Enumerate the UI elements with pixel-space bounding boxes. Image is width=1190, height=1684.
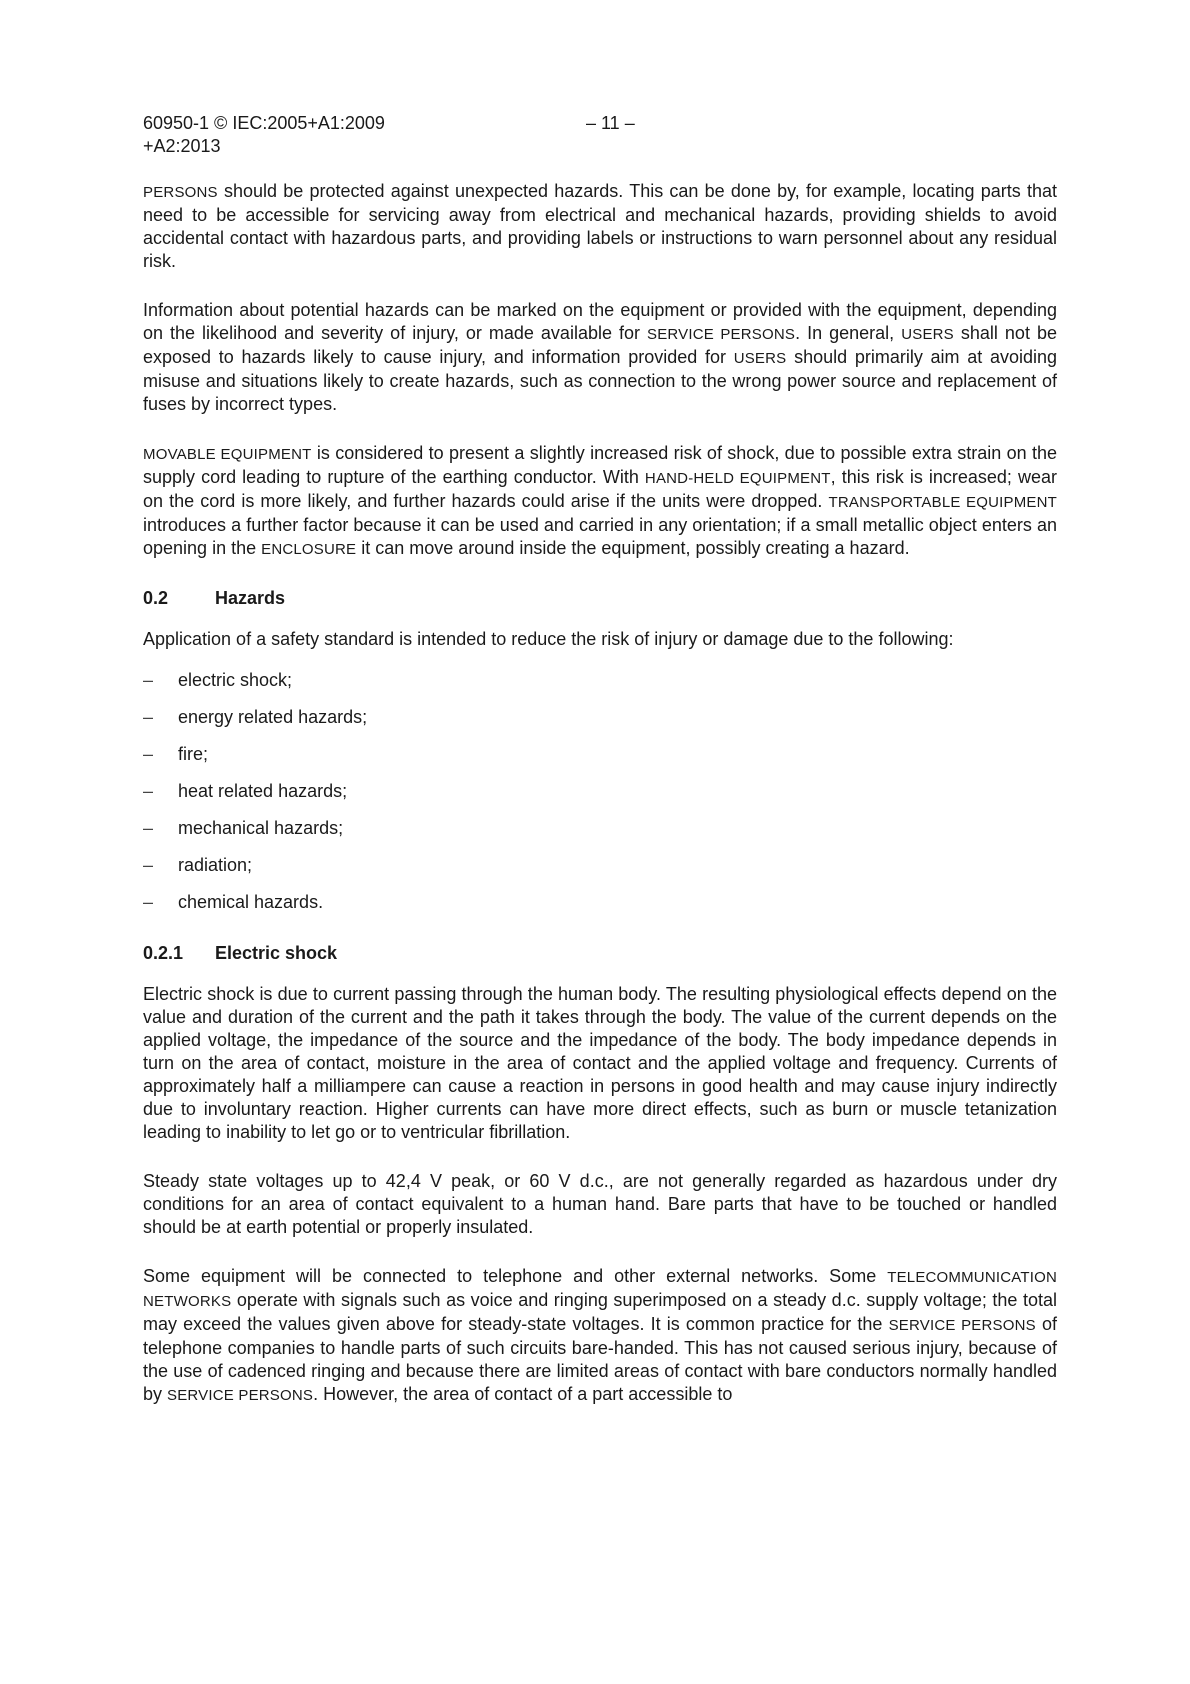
paragraph-safety-standard: Application of a safety standard is intended to reduce the risk of injury or damage due to the following:: [143, 629, 954, 649]
paragraph-telecommunication-networks: Some equipment will be connected to telephone and other external networks. Some TELECOMMUNICATION NETWORKS operate with signals such as voice and ringing superimposed on a steady d.c. supply voltage; the total may exceed the values given above for steady-state voltages. It is common practice for the SERVICE PERSONS of telephone companies to handle parts of such circuits bare-handed. This has not caused serious injury, because of the use of cadenced ringing and because there are limited areas of contact with bare conductors normally handled by SERVICE PERSONS. However, the area of contact of a part accessible to: [143, 1266, 1057, 1404]
defined-term: SERVICE PERSONS: [888, 1317, 1036, 1334]
section-number: 0.2: [143, 588, 169, 608]
dash-bullet: –: [143, 707, 154, 727]
dash-bullet: –: [143, 744, 154, 764]
list-item: – electric shock;: [143, 670, 293, 690]
section-heading-0-2-1: [143, 942, 1057, 965]
dash-bullet: –: [143, 670, 154, 690]
defined-term: USERS: [901, 326, 954, 343]
paragraph-persons-protection: PERSONS should be protected against unexpected hazards. This can be done by, for example, locating parts that need to be accessible for servicing away from electrical and mechanical hazards, providing shields to avoid accidental contact with hazardous parts, and providing labels or instructions to warn personnel about any residual risk.: [143, 181, 1057, 271]
section-number: 0.2.1: [143, 943, 184, 963]
list-item: – mechanical hazards;: [143, 818, 344, 838]
paragraph-hazard-information: Information about potential hazards can be marked on the equipment or provided with the equipment, depending on the likelihood and severity of injury, or made available for SERVICE PERSONS. In general, USERS shall not be exposed to hazards likely to cause injury, and information provided for USERS should primarily aim at avoiding misuse and situations likely to create hazards, such as connection to the wrong power source and replacement of fuses by incorrect types.: [143, 300, 1057, 414]
standard-reference-line1: 60950-1 © IEC:2005+A1:2009: [143, 113, 385, 133]
defined-term: PERSONS: [143, 184, 218, 201]
dash-bullet: –: [143, 818, 154, 838]
paragraph-electric-shock: Electric shock is due to current passing through the human body. The resulting physiological effects depend on the value and duration of the current and the path it takes through the body. The value of the current depends on the applied voltage, the impedance of the source and the impedance of the body. The body impedance depends in turn on the area of contact, moisture in the area of contact and the applied voltage and frequency. Currents of approximately half a milliampere can cause a reaction in persons in good health and may cause injury indirectly due to involuntary reaction. Higher currents can have more direct effects, such as burn or muscle tetanization leading to inability to let go or to ventricular fibrillation.: [143, 984, 1057, 1142]
defined-term: TELECOMMUNICATION NETWORKS: [143, 1269, 1057, 1310]
defined-term: SERVICE PERSONS: [167, 1387, 314, 1404]
defined-term: TRANSPORTABLE EQUIPMENT: [828, 494, 1057, 511]
list-item: – heat related hazards;: [143, 781, 348, 801]
hazards-list: [143, 669, 1057, 914]
list-item: – fire;: [143, 744, 209, 764]
standard-reference: [143, 112, 385, 158]
defined-term: MOVABLE EQUIPMENT: [143, 446, 312, 463]
page-number: – 11 –: [586, 113, 635, 133]
page-header: [143, 112, 1057, 160]
defined-term: USERS: [733, 350, 787, 367]
document-page: [143, 112, 1057, 1407]
paragraph-steady-state-voltages: Steady state voltages up to 42,4 V peak, or 60 V d.c., are not generally regarded as hazardous under dry conditions for an area of contact equivalent to a human hand. Bare parts that have to be touched or handled should be at earth potential or properly insulated.: [143, 1171, 1057, 1237]
dash-bullet: –: [143, 855, 154, 875]
defined-term: HAND-HELD EQUIPMENT: [644, 470, 831, 487]
list-item: – energy related hazards;: [143, 707, 368, 727]
section-heading-0-2: [143, 587, 1057, 610]
section-title: Electric shock: [215, 943, 338, 963]
dash-bullet: –: [143, 892, 154, 912]
paragraph-movable-equipment: MOVABLE EQUIPMENT is considered to present a slightly increased risk of shock, due to possible extra strain on the supply cord leading to rupture of the earthing conductor. With HAND-HELD EQUIPMENT, this risk is increased; wear on the cord is more likely, and further hazards could arise if the units were dropped. TRANSPORTABLE EQUIPMENT introduces a further factor because it can be used and carried in any orientation; if a small metallic object enters an opening in the ENCLOSURE it can move around inside the equipment, possibly creating a hazard.: [143, 443, 1057, 558]
list-item: – chemical hazards.: [143, 892, 324, 912]
section-title: Hazards: [215, 588, 286, 608]
standard-reference-line2: +A2:2013: [143, 136, 221, 156]
dash-bullet: –: [143, 781, 154, 801]
list-item: – radiation;: [143, 855, 253, 875]
defined-term: SERVICE PERSONS: [647, 326, 796, 343]
defined-term: ENCLOSURE: [261, 541, 357, 558]
